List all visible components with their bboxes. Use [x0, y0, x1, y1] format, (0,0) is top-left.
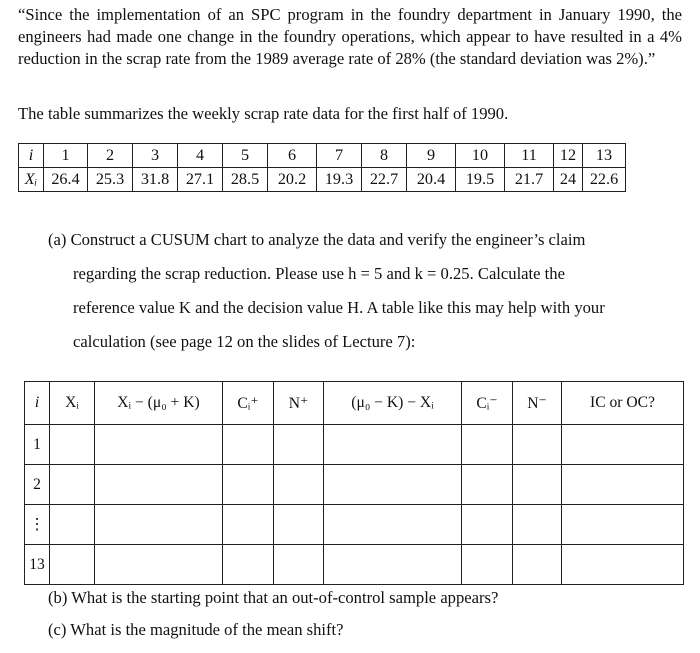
row-label-x: Xᵢ — [19, 168, 44, 192]
cell-i-9: 9 — [407, 144, 456, 168]
cell-x-1: 26.4 — [44, 168, 88, 192]
part-a-line-1: (a) Construct a CUSUM chart to analyze the data and verify the engineer’s claim — [48, 230, 586, 249]
cell-i-5: 5 — [223, 144, 268, 168]
cusum-header-row — [25, 382, 684, 425]
header-i: i — [25, 382, 50, 425]
cell-x-7: 19.3 — [317, 168, 362, 192]
cell-x-3: 31.8 — [133, 168, 178, 192]
row-index: ⋮ — [25, 505, 50, 545]
table-row-x — [19, 168, 626, 192]
header-xi: Xᵢ — [50, 382, 95, 425]
header-xi-minus-mu-plus-k: Xᵢ − (μ₀ + K) — [95, 382, 223, 425]
row-index: 1 — [25, 425, 50, 465]
cell-x-11: 21.7 — [505, 168, 554, 192]
cell-i-11: 11 — [505, 144, 554, 168]
cell-x-9: 20.4 — [407, 168, 456, 192]
header-c-minus: Cᵢ⁻ — [462, 382, 513, 425]
header-n-plus: N⁺ — [274, 382, 324, 425]
header-mu-minus-k-minus-xi: (μ₀ − K) − Xᵢ — [324, 382, 462, 425]
cell-i-6: 6 — [268, 144, 317, 168]
part-c-question: (c) What is the magnitude of the mean shift? — [48, 620, 344, 639]
cell-i-8: 8 — [362, 144, 407, 168]
row-index: 13 — [25, 545, 50, 585]
cell-x-2: 25.3 — [88, 168, 133, 192]
row-label-i: i — [19, 144, 44, 168]
cell-i-2: 2 — [88, 144, 133, 168]
row-index: 2 — [25, 465, 50, 505]
table-row — [25, 465, 684, 505]
header-ic-or-oc: IC or OC? — [562, 382, 684, 425]
header-n-minus: N⁻ — [513, 382, 562, 425]
cusum-table — [24, 381, 684, 585]
part-a-question — [48, 223, 682, 359]
cell-x-8: 22.7 — [362, 168, 407, 192]
cell-i-7: 7 — [317, 144, 362, 168]
table-row — [25, 545, 684, 585]
cell-x-13: 22.6 — [583, 168, 626, 192]
part-a-line-2: regarding the scrap reduction. Please use h = 5 and k = 0.25. Calculate the — [73, 264, 565, 283]
quote-paragraph: “Since the implementation of an SPC program in the foundry department in January 1990, the engineers had made one change in the foundry operations, which appear to have resulted in a 4% reduction in the scrap rate from the 1989 average rate of 28% (the standard deviation was 2%).” — [18, 5, 682, 68]
cell-x-12: 24 — [554, 168, 583, 192]
cell-i-4: 4 — [178, 144, 223, 168]
part-b-question: (b) What is the starting point that an out-of-control sample appears? — [48, 588, 499, 607]
header-c-plus: Cᵢ⁺ — [223, 382, 274, 425]
part-a-line-4: calculation (see page 12 on the slides of Lecture 7): — [73, 332, 416, 351]
table-row-i — [19, 144, 626, 168]
cell-i-10: 10 — [456, 144, 505, 168]
table-row — [25, 505, 684, 545]
part-a-line-3: reference value K and the decision value H. A table like this may help with your — [73, 298, 605, 317]
cell-i-3: 3 — [133, 144, 178, 168]
cell-i-13: 13 — [583, 144, 626, 168]
cell-x-5: 28.5 — [223, 168, 268, 192]
table-row — [25, 425, 684, 465]
cell-x-4: 27.1 — [178, 168, 223, 192]
cell-x-6: 20.2 — [268, 168, 317, 192]
cell-i-1: 1 — [44, 144, 88, 168]
cell-x-10: 19.5 — [456, 168, 505, 192]
scrap-rate-table — [18, 143, 626, 192]
intro-text: The table summarizes the weekly scrap rate data for the first half of 1990. — [18, 104, 509, 123]
cell-i-12: 12 — [554, 144, 583, 168]
